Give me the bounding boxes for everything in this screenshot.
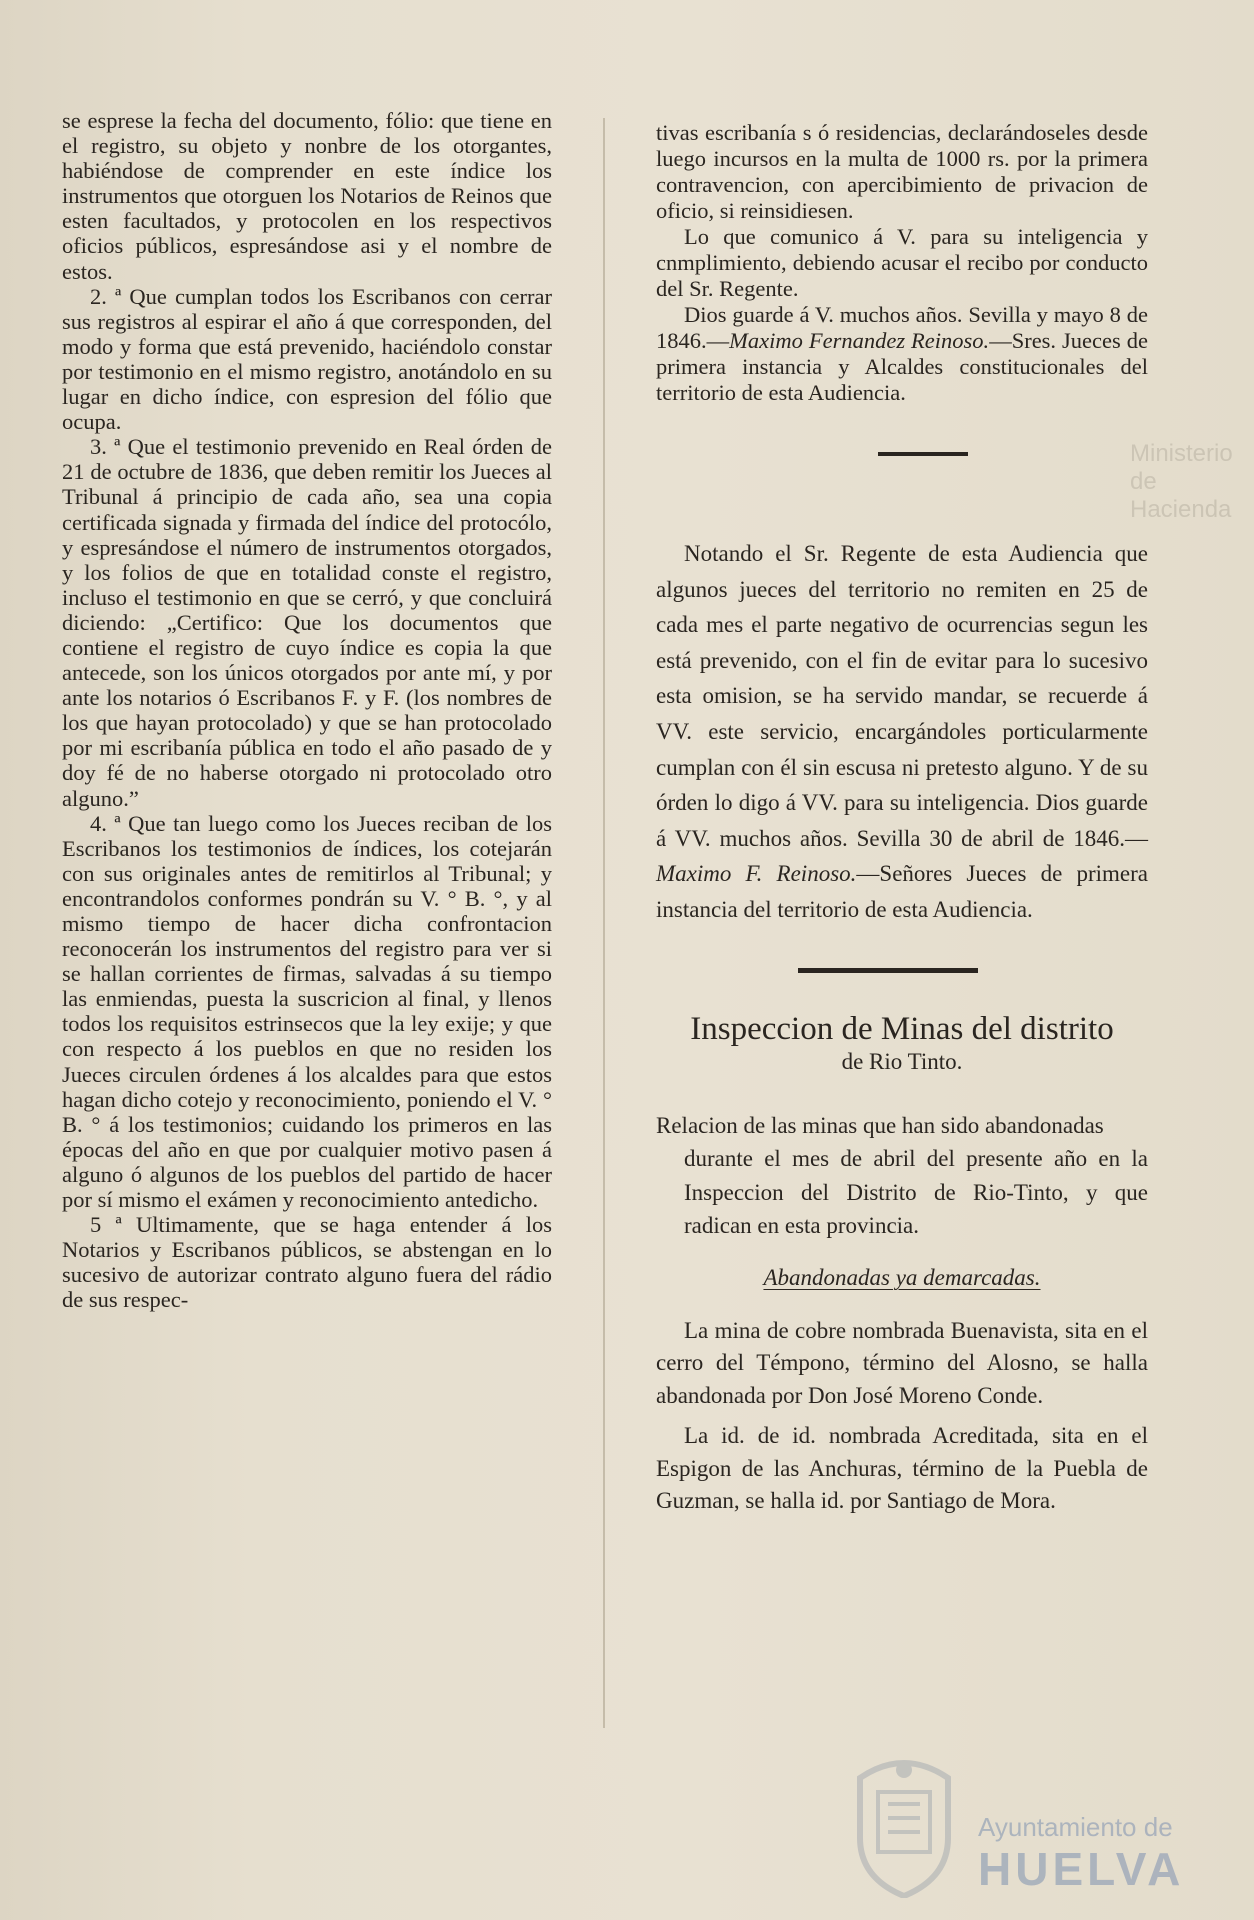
right-column — [656, 120, 1148, 1526]
left-paragraph-3: 3. ª Que el testimonio prevenido en Real órden de 21 de octubre de 1836, que deben remitir los Jueces al Tribunal á principio de cada año, sea una copia certificada signada y firmada del índice del protocólo, y espresándose el número de instrumentos otorgados, y los folios de que en totalidad conste el registro, incluso el testimonio en que se cerró, y que concluirá diciendo: „Certifico: Que los documentos que contiene el registro de cuyo índice es copia la que antecede, son los únicos otorgados por ante mí, y por ante los notarios ó Escribanos F. y F. (los nombres de los que hayan protocolado) y que se han protocolado por mi escribanía pública en todo el año pasado de y doy fé de no haberse otorgado ni protocolado otro alguno.” — [62, 434, 552, 811]
addressees: —Sres. Jueces de primera instancia y Alcaldes constitucionales del territorio de esta Audiencia. — [656, 328, 1148, 405]
mine-entry-1: La mina de cobre nombrada Buenavista, sita en el cerro del Témpono, término del Alosno, se halla abandonada por Don José Moreno Conde. — [656, 1317, 1148, 1408]
closing-text: Dios guarde á V. muchos años. Sevilla y mayo 8 de 1846.— — [656, 302, 1148, 353]
column-divider — [603, 118, 605, 1728]
right-paragraph-3 — [656, 302, 1148, 406]
section-rule — [878, 452, 968, 456]
subsection-caption: Abandonadas ya demarcadas. — [763, 1264, 1041, 1290]
relacion-rest: durante el mes de abril del presente año en la Inspeccion del Distrito de Rio-Tinto, y que radican en esta provincia. — [684, 1146, 1148, 1239]
relacion-first-line: Relacion de las minas que han sido abandonadas — [656, 1112, 1104, 1138]
notice-signature: Maximo F. Reinoso. — [656, 861, 857, 887]
right-paragraph-2: Lo que comunico á V. para su inteligencia y cnmplimiento, debiendo acusar el recibo por conducto del Sr. Regente. — [656, 224, 1148, 301]
notice-text: Notando el Sr. Regente de esta Audiencia que algunos jueces del territorio no remiten en 25 de cada mes el parte negativo de ocurrencias segun les está prevenido, con el fin de evitar para lo sucesivo esta omision, se ha servido mandar, se recuerde á VV. este servicio, encargándoles porticularmente cumplan con él sin escusa ni pretesto alguno. Y de su órden lo digo á VV. para su inteligencia. Dios guarde á VV. muchos años. Sevilla 30 de abril de 1846.— — [656, 541, 1148, 851]
left-paragraph-1: se esprese la fecha del documento, fólio: que tiene en el registro, su objeto y nonbre de los otorgantes, habiéndose de comprender en este índice los instrumentos que otorguen los Notarios de Reinos que esten facultados, y protocolen en los respectivos oficios públicos, espresándose asi y el nombre de estos. — [62, 108, 552, 284]
left-paragraph-5: 5 ª Ultimamente, que se haga entender á los Notarios y Escribanos públicos, se abstengan en lo sucesivo de autorizar contrato alguno fuera del rádio de sus respec- — [62, 1212, 552, 1313]
mine-entry-2: La id. de id. nombrada Acreditada, sita en el Espigon de las Anchuras, término de la Puebla de Guzman, se halla id. por Santiago de Mora. — [656, 1423, 1148, 1514]
watermark-line-1: Ayuntamiento de — [978, 1812, 1173, 1842]
left-column — [62, 108, 552, 1313]
coat-of-arms-seal-icon — [850, 1748, 958, 1898]
relacion-block — [656, 1109, 1148, 1243]
section-subheading: de Rio Tinto. — [841, 1048, 963, 1074]
section-rule-thick — [798, 968, 978, 973]
mines-list — [656, 1315, 1148, 1518]
left-paragraph-4: 4. ª Que tan luego como los Jueces reciban de los Escribanos los testimonios de índices, los cotejarán con sus originales antes de remitirlos al Tribunal; y encontrandolos conformes pondrán su V. ° B. °, y al mismo tiempo de hacer dicha confrontacion reconocerán los instrumentos del registro para ver si se hallan corrientes de firmas, salvadas á su tiempo las enmiendas, puesta la suscricion al final, y llenos todos los requisitos estrinsecos que la ley exije; y que con respecto á los pueblos en que no residen los Jueces circulen órdenes á los alcaldes para que estos hagan dicho cotejo y reconocimiento, poniendo el V. ° B. ° á los testimonios; cuidando los primeros en las épocas del año en que por cualquier motivo pasen á alguno ó algunos de los pueblos del partido de hacer por sí mismo el exámen y reconocimiento antedicho. — [62, 810, 552, 1213]
notice-addressees: —Señores Jueces de primera instancia del territorio de esta Audiencia. — [656, 861, 1148, 922]
bleed-through-text: Ministerio de Hacienda — [1130, 440, 1233, 523]
watermark-line-2: HUELVA — [978, 1843, 1185, 1895]
left-paragraph-2: 2. ª Que cumplan todos los Escribanos con cerrar sus registros al espirar el año á que corresponden, del modo y forma que está prevenido, haciéndolo constar por testimonio en el mismo registro, anotándolo en su lugar en dicho índice, con espresion del fólio que ocupa. — [62, 283, 552, 435]
section-heading: Inspeccion de Minas del distrito — [690, 1010, 1114, 1047]
right-paragraph-1: tivas escribanía s ó residencias, declarándoseles desde luego incursos en la multa de 1000 rs. por la primera contravencion, con apercibimiento de privacion de oficio, si reinsidiesen. — [656, 120, 1148, 223]
notice-paragraph — [656, 536, 1148, 928]
signature: Maximo Fernandez Reinoso. — [729, 328, 990, 353]
